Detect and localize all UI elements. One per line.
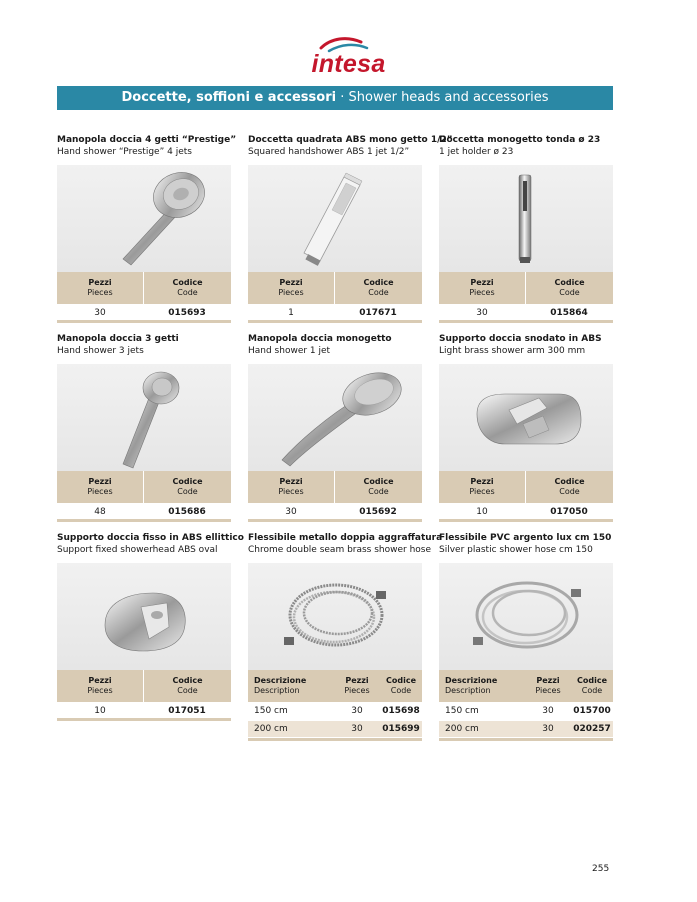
col-pezzi: Pezzi	[88, 477, 112, 486]
product-photo	[248, 165, 422, 272]
col-pieces: Pieces	[469, 288, 495, 297]
product-title-it: Flessibile metallo doppia aggraffatura	[248, 533, 443, 543]
product-card	[57, 532, 244, 716]
product-title-it: Doccetta quadrata ABS mono getto 1/2”	[248, 135, 453, 145]
col-code: Code	[177, 686, 198, 695]
code-value: 015700	[573, 706, 611, 716]
hand-shower-icon	[57, 364, 231, 471]
table-row	[248, 703, 422, 719]
banner-title-it: Doccette, soffioni e accessori	[121, 90, 337, 105]
table-header	[248, 272, 422, 304]
table-header	[57, 272, 231, 304]
section-banner	[57, 86, 613, 110]
code-value: 015864	[550, 308, 588, 318]
description-value: 200 cm	[254, 724, 288, 734]
col-code: Code	[559, 288, 580, 297]
product-title-it: Supporto doccia fisso in ABS ellittico	[57, 533, 244, 543]
code-value: 015693	[168, 308, 206, 318]
code-value: 017051	[168, 706, 206, 716]
product-card	[439, 134, 613, 318]
table-row	[248, 504, 422, 520]
pieces-value: 30	[285, 507, 297, 517]
table-row	[57, 305, 231, 321]
col-pezzi: Pezzi	[536, 676, 560, 685]
col-code: Code	[177, 487, 198, 496]
row-divider	[57, 718, 231, 721]
col-pezzi: Pezzi	[88, 278, 112, 287]
product-title-en: Hand shower “Prestige” 4 jets	[57, 147, 192, 157]
table-row	[439, 305, 613, 321]
row-divider	[248, 320, 422, 323]
banner-title-en: Shower heads and accessories	[348, 90, 549, 105]
product-photo	[57, 563, 231, 670]
col-pieces: Pieces	[87, 288, 113, 297]
row-divider	[57, 519, 231, 522]
col-description: Description	[254, 686, 300, 695]
table-header	[439, 272, 613, 304]
row-divider	[248, 738, 422, 741]
description-value: 200 cm	[445, 724, 479, 734]
pieces-value: 10	[94, 706, 106, 716]
col-pezzi: Pezzi	[88, 676, 112, 685]
product-card	[57, 134, 237, 318]
table-header	[248, 471, 422, 503]
code-value: 017050	[550, 507, 588, 517]
product-title-en: Hand shower 3 jets	[57, 346, 144, 356]
product-card	[248, 333, 422, 517]
col-codice: Codice	[554, 278, 585, 287]
table-header	[439, 471, 613, 503]
brand-logo	[0, 30, 697, 79]
pieces-value: 48	[94, 507, 106, 517]
code-value: 017671	[359, 308, 397, 318]
table-header	[439, 670, 613, 702]
product-photo	[248, 364, 422, 471]
table-header	[57, 471, 231, 503]
hand-shower-icon	[248, 364, 422, 471]
product-title-it: Supporto doccia snodato in ABS	[439, 334, 602, 344]
description-value: 150 cm	[254, 706, 288, 716]
row-divider	[57, 320, 231, 323]
page-number: 255	[592, 864, 610, 874]
pieces-value: 30	[476, 308, 488, 318]
pieces-value: 30	[542, 724, 554, 734]
hand-shower-icon	[57, 165, 231, 272]
col-codice: Codice	[172, 477, 203, 486]
col-pieces: Pieces	[87, 686, 113, 695]
code-value: 015692	[359, 507, 397, 517]
product-photo	[439, 165, 613, 272]
col-pezzi: Pezzi	[470, 477, 494, 486]
product-title-it: Manopola doccia 3 getti	[57, 334, 179, 344]
col-code: Code	[390, 686, 412, 695]
banner-separator: ·	[340, 90, 345, 105]
col-pieces: Pieces	[278, 487, 304, 496]
product-card	[248, 532, 443, 734]
col-codice: Codice	[385, 676, 416, 685]
table-row	[439, 721, 613, 737]
col-code: Code	[581, 686, 603, 695]
table-row	[248, 305, 422, 321]
col-code: Code	[177, 288, 198, 297]
col-pieces: Pieces	[278, 288, 304, 297]
stick-shower-icon	[439, 165, 613, 272]
col-pezzi: Pezzi	[345, 676, 369, 685]
pieces-value: 30	[351, 706, 363, 716]
col-pieces: Pieces	[535, 686, 561, 695]
metal-hose-icon	[248, 563, 422, 670]
product-card	[439, 333, 613, 517]
col-pezzi: Pezzi	[279, 278, 303, 287]
product-photo	[57, 364, 231, 471]
col-pezzi: Pezzi	[470, 278, 494, 287]
row-divider	[439, 320, 613, 323]
col-codice: Codice	[172, 278, 203, 287]
product-title-en: Hand shower 1 jet	[248, 346, 331, 356]
product-photo	[439, 563, 613, 670]
table-row	[57, 504, 231, 520]
table-row	[439, 504, 613, 520]
col-codice: Codice	[363, 278, 394, 287]
col-code: Code	[368, 288, 389, 297]
row-divider	[248, 519, 422, 522]
description-value: 150 cm	[445, 706, 479, 716]
shower-holder-icon	[57, 563, 231, 670]
row-divider	[439, 738, 613, 741]
product-title-it: Manopola doccia monogetto	[248, 334, 392, 344]
pieces-value: 30	[94, 308, 106, 318]
product-title-en: 1 jet holder ø 23	[439, 147, 514, 157]
pieces-value: 10	[476, 507, 488, 517]
product-title-it: Doccetta monogetto tonda ø 23	[439, 135, 601, 145]
code-value: 015686	[168, 507, 206, 517]
col-description: Description	[445, 686, 491, 695]
product-title-en: Squared handshower ABS 1 jet 1/2”	[248, 147, 410, 157]
product-card	[248, 134, 453, 318]
col-code: Code	[559, 487, 580, 496]
product-card	[439, 532, 613, 734]
code-value: 015698	[382, 706, 420, 716]
row-divider	[439, 519, 613, 522]
col-code: Code	[368, 487, 389, 496]
col-codice: Codice	[554, 477, 585, 486]
col-descrizione: Descrizione	[445, 676, 498, 685]
product-title-it: Manopola doccia 4 getti “Prestige”	[57, 135, 237, 145]
col-pieces: Pieces	[87, 487, 113, 496]
product-title-it: Flessibile PVC argento lux cm 150	[439, 533, 612, 543]
table-header	[248, 670, 422, 702]
table-row	[248, 721, 422, 737]
product-photo	[57, 165, 231, 272]
product-photo	[248, 563, 422, 670]
product-title-en: Light brass shower arm 300 mm	[439, 346, 586, 356]
table-row	[439, 703, 613, 719]
square-hand-shower-icon	[248, 165, 422, 272]
col-pezzi: Pezzi	[279, 477, 303, 486]
shower-arm-icon	[439, 364, 613, 471]
pvc-hose-icon	[439, 563, 613, 670]
code-value: 015699	[382, 724, 420, 734]
table-row	[57, 703, 231, 719]
pieces-value: 30	[542, 706, 554, 716]
product-card	[57, 333, 231, 517]
col-pieces: Pieces	[344, 686, 370, 695]
col-codice: Codice	[576, 676, 607, 685]
col-codice: Codice	[363, 477, 394, 486]
product-title-en: Support fixed showerhead ABS oval	[57, 545, 218, 555]
pieces-value: 30	[351, 724, 363, 734]
product-title-en: Chrome double seam brass shower hose	[248, 545, 432, 555]
col-codice: Codice	[172, 676, 203, 685]
pieces-value: 1	[288, 308, 294, 318]
product-title-en: Silver plastic shower hose cm 150	[439, 545, 593, 555]
table-header	[57, 670, 231, 702]
code-value: 020257	[573, 724, 611, 734]
brand-logo-text: intesa	[311, 50, 386, 78]
col-descrizione: Descrizione	[254, 676, 307, 685]
product-photo	[439, 364, 613, 471]
col-pieces: Pieces	[469, 487, 495, 496]
